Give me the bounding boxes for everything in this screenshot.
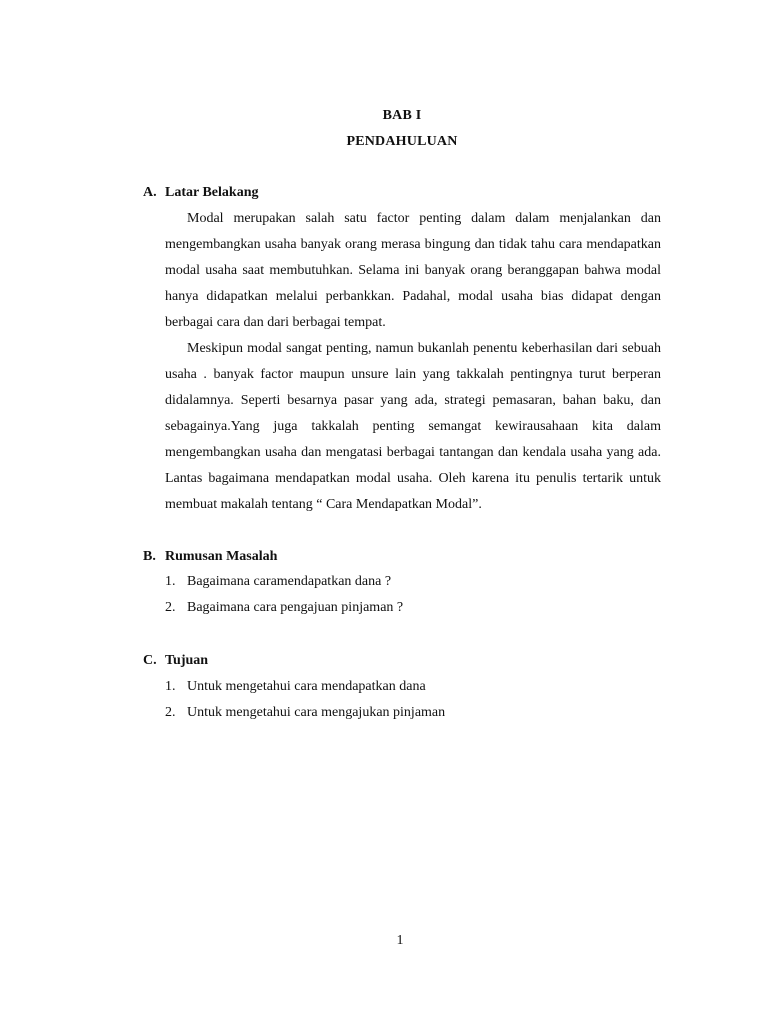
list-number: 2.: [165, 705, 176, 720]
list-item: [165, 700, 445, 726]
paragraph-text: Modal merupakan salah satu factor penting dalam dalam menjalankan dan mengembangkan usaha banyak orang merasa bingung dan tidak tahu cara mendapatkan modal usaha saat membutuhkan. Selama ini banyak orang beranggapan bahwa modal hanya didapatkan melalui perbankkan. Padahal, modal usaha bias didapat dengan berbagai cara dan dari berbagai tempat.: [165, 211, 661, 330]
list-item: [165, 595, 403, 621]
list-item: [165, 674, 445, 700]
section-a-title: Latar Belakang: [165, 185, 259, 200]
page-number: 1: [396, 933, 404, 948]
section-c-title: Tujuan: [165, 653, 209, 668]
list-number: 2.: [165, 600, 176, 615]
section-a-letter: A.: [143, 185, 157, 200]
section-b-heading: [143, 549, 277, 565]
section-a-heading: [143, 185, 258, 201]
section-c-heading: [143, 653, 208, 669]
list-text: Untuk mengetahui cara mendapatkan dana: [187, 679, 426, 694]
objective-list: [165, 674, 445, 726]
section-c-letter: C.: [143, 653, 157, 668]
background-paragraph-2: [165, 336, 661, 518]
section-b-letter: B.: [143, 549, 156, 564]
background-paragraph-1: [165, 206, 661, 336]
section-b-title: Rumusan Masalah: [165, 549, 278, 564]
list-number: 1.: [165, 679, 176, 694]
list-text: Untuk mengetahui cara mengajukan pinjaman: [187, 705, 446, 720]
paragraph-text: Meskipun modal sangat penting, namun bukanlah penentu keberhasilan dari sebuah usaha . banyak factor maupun unsure lain yang takkalah pentingnya turut berperan didalamnya. Seperti besarnya pasar yang ada, strategi pemasaran, bahan baku, dan sebagainya.Yang juga takkalah penting semangat kewirausahaan kita dalam mengembangkan usaha dan mengatasi berbagai tantangan dan kendala usaha yang ada. Lantas bagaimana mendapatkan modal usaha. Oleh karena itu penulis tertarik untuk membuat makalah tentang “ Cara Mendapatkan Modal”.: [165, 341, 661, 512]
chapter-title: PENDAHULUAN: [346, 134, 458, 149]
list-text: Bagaimana caramendapatkan dana ?: [187, 574, 392, 589]
list-text: Bagaimana cara pengajuan pinjaman ?: [187, 600, 404, 615]
list-item: [165, 569, 403, 595]
list-number: 1.: [165, 574, 176, 589]
chapter-number: BAB I: [382, 108, 422, 123]
problem-list: [165, 569, 403, 621]
